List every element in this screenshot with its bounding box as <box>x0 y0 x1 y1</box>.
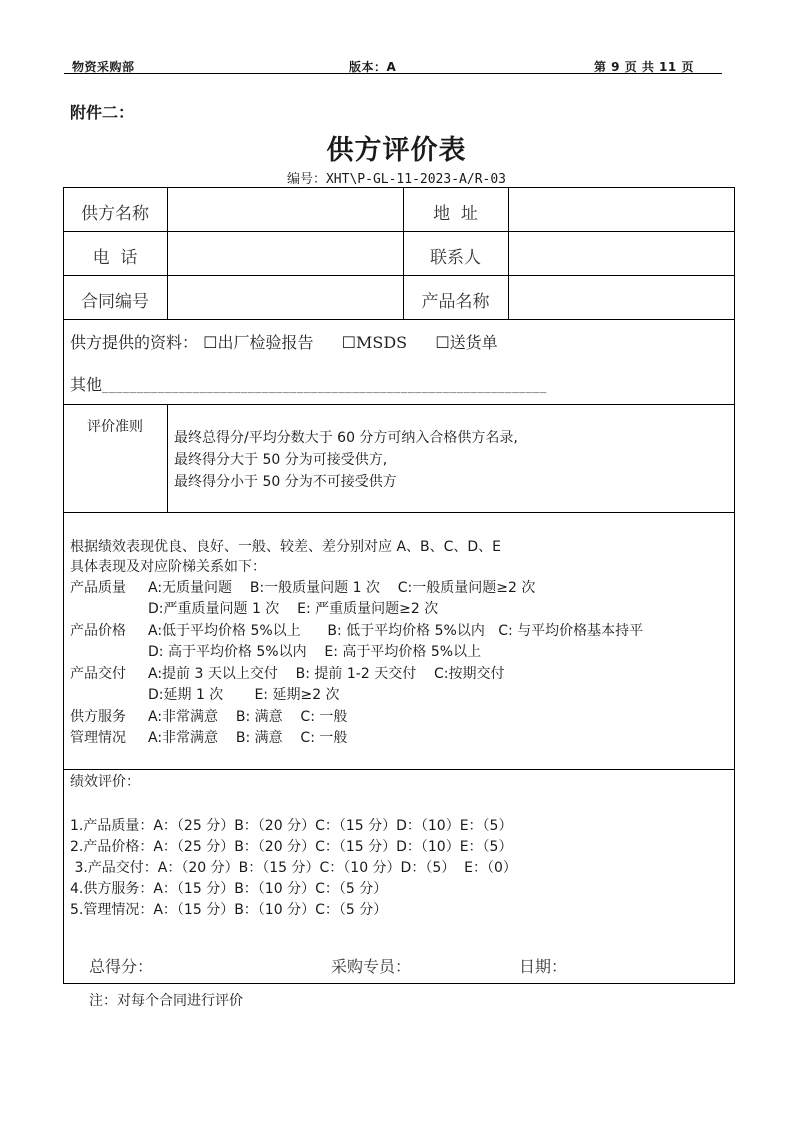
buyer-label: 采购专员： <box>331 957 412 976</box>
tier-line: A:非常满意 B: 满意 C: 一般 <box>148 730 348 746</box>
contact-field[interactable] <box>509 232 734 275</box>
contract-no-label: 合同编号 <box>81 292 149 312</box>
other-label: 其他 <box>70 375 103 394</box>
date-label: 日期： <box>519 957 568 976</box>
performance-line: 4.供方服务：A：（15 分）B：（10 分）C：（5 分） <box>70 881 388 897</box>
criteria-line: 最终得分大于 50 分为可接受供方, <box>174 452 388 468</box>
row-divider <box>63 769 735 770</box>
criteria-line: 最终得分小于 50 分为不可接受供方 <box>174 474 397 490</box>
checkbox-label: MSDS <box>356 333 408 352</box>
header-department: 物资采购部 <box>72 60 135 74</box>
other-row <box>70 372 547 395</box>
tier-line: D:严重质量问题 1 次 E: 严重质量问题≥2 次 <box>148 601 439 617</box>
tier-line: D: 高于平均价格 5%以内 E: 高于平均价格 5%以上 <box>148 644 482 660</box>
tier-line: A:提前 3 天以上交付 B: 提前 1-2 天交付 C:按期交付 <box>148 666 505 682</box>
product-name-label: 产品名称 <box>421 292 490 312</box>
product-name-field[interactable] <box>509 276 734 319</box>
tier-line: D:延期 1 次 E: 延期≥2 次 <box>148 687 340 703</box>
total-score-label: 总得分： <box>89 957 154 976</box>
performance-label: 绩效评价： <box>70 774 140 790</box>
supplier-name-label: 供方名称 <box>81 204 149 224</box>
other-input[interactable]: ________________________________________________________________ <box>102 379 547 394</box>
table-border-bottom <box>63 983 735 984</box>
tier-name: 产品交付 <box>70 666 126 682</box>
col-divider <box>167 404 168 512</box>
footnote: 注：对每个合同进行评价 <box>89 993 243 1009</box>
tiers-intro: 根据绩效表现优良、良好、一般、较差、差分别对应 A、B、C、D、E <box>70 539 502 555</box>
row-divider <box>63 319 735 320</box>
criteria-label: 评价准则 <box>87 419 143 435</box>
header-page: 第 9 页 共 11 页 <box>594 60 694 74</box>
tier-line: A:低于平均价格 5%以上 B: 低于平均价格 5%以内 C: 与平均价格基本持平 <box>148 623 644 639</box>
contract-no-field[interactable] <box>168 276 403 319</box>
performance-line: 5.管理情况：A：（15 分）B：（10 分）C：（5 分） <box>70 902 388 918</box>
header-version: 版本：A <box>349 60 397 74</box>
checkbox-msds[interactable]: ☐MSDS <box>341 333 408 352</box>
tier-line: A:无质量问题 B:一般质量问题 1 次 C:一般质量问题≥2 次 <box>148 580 536 596</box>
checkbox-delivery-note[interactable]: ☐送货单 <box>435 333 498 352</box>
supplier-name-field[interactable] <box>168 188 403 231</box>
address-label: 地 址 <box>433 204 478 224</box>
contact-label: 联系人 <box>430 248 481 268</box>
materials-label: 供方提供的资料： <box>70 333 199 352</box>
doc-code: 编号：XHT\P-GL-11-2023-A/R-03 <box>286 172 506 187</box>
checkbox-label: 送货单 <box>449 333 498 352</box>
row-divider <box>63 404 735 405</box>
header-divider <box>64 73 722 74</box>
performance-line: 2.产品价格：A：（25 分）B：（20 分）C：（15 分）D：（10）E：（5） <box>70 839 513 855</box>
materials-row <box>70 330 498 353</box>
address-field[interactable] <box>509 188 734 231</box>
tiers-intro-2: 具体表现及对应阶梯关系如下： <box>70 559 266 575</box>
tier-name: 产品质量 <box>70 580 126 596</box>
phone-field[interactable] <box>168 232 403 275</box>
tier-name: 管理情况 <box>70 730 126 746</box>
table-border-right <box>734 187 735 983</box>
page-title: 供方评价表 <box>326 135 467 166</box>
performance-line: 1.产品质量：A：（25 分）B：（20 分）C：（15 分）D：（10）E：（5） <box>70 818 513 834</box>
criteria-line: 最终总得分/平均分数大于 60 分方可纳入合格供方名录, <box>174 430 518 446</box>
row-divider <box>63 512 735 513</box>
checkbox-inspection-report[interactable]: ☐出厂检验报告 <box>203 333 314 352</box>
tier-name: 产品价格 <box>70 623 126 639</box>
tier-line: A:非常满意 B: 满意 C: 一般 <box>148 709 348 725</box>
annex-label: 附件二： <box>70 103 135 122</box>
checkbox-label: 出厂检验报告 <box>217 333 314 352</box>
phone-label: 电 话 <box>92 248 138 268</box>
performance-line: 3.产品交付：A：（20 分）B：（15 分）C：（10 分）D：（5） E：（0） <box>70 860 517 876</box>
tier-name: 供方服务 <box>70 709 126 725</box>
